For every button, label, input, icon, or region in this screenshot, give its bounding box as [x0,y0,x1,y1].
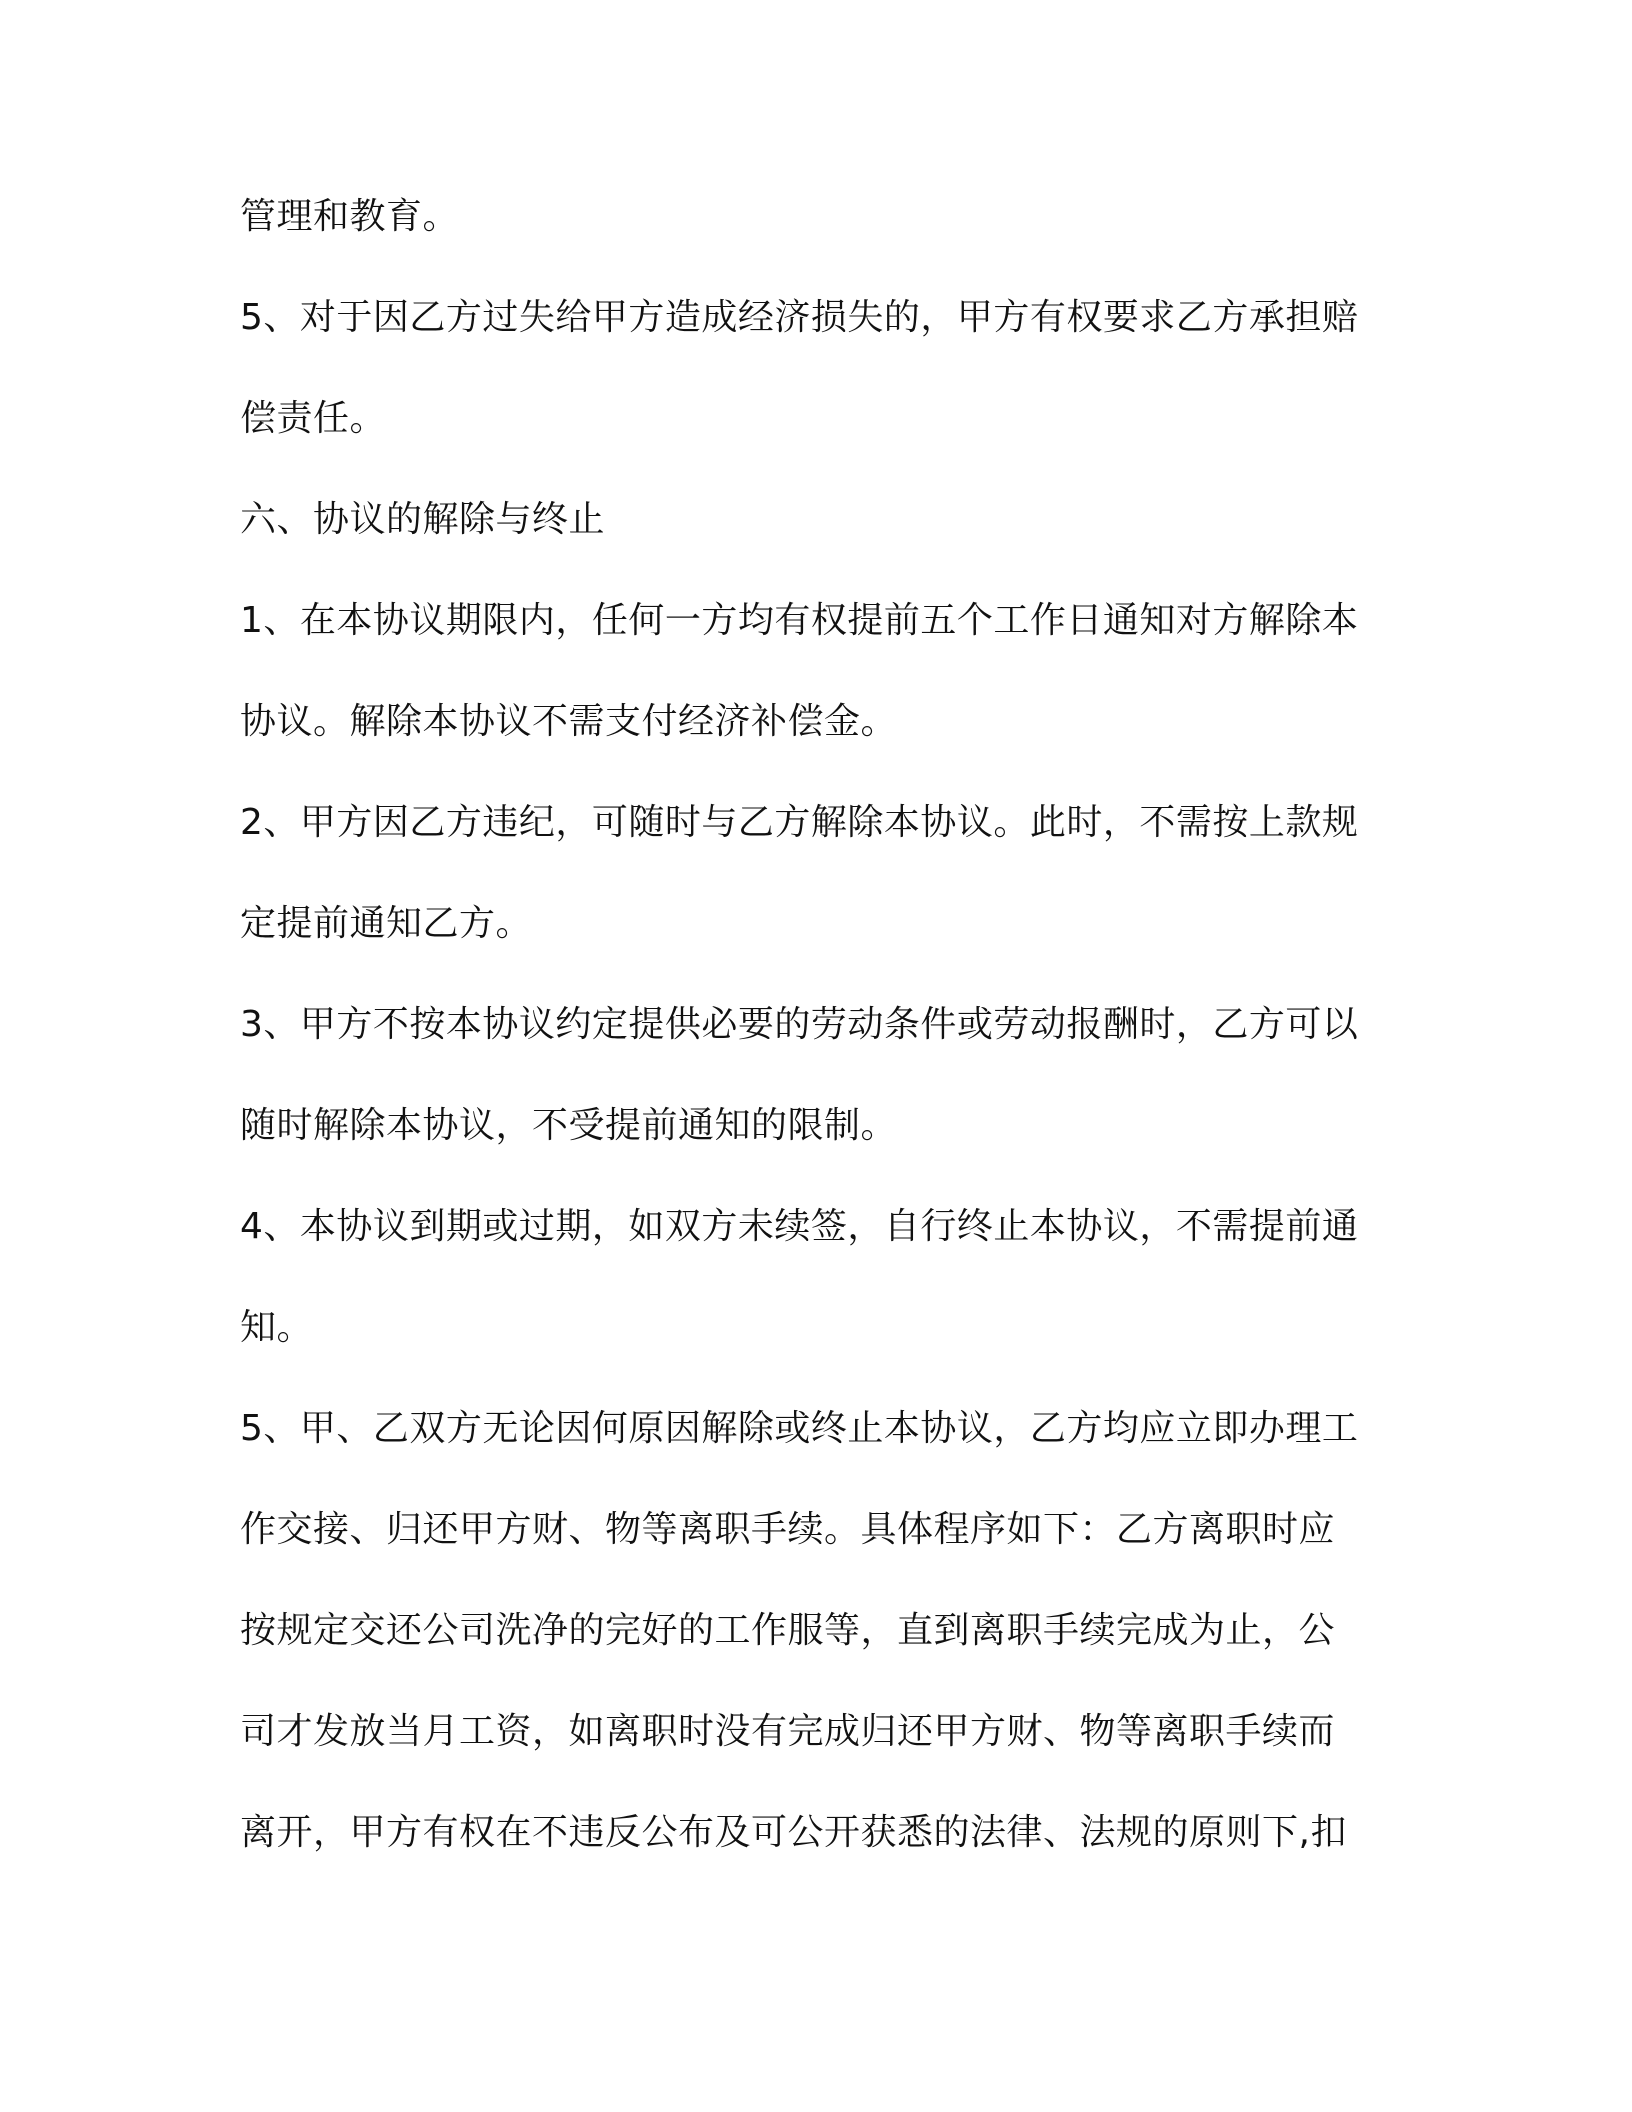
paragraph-line: 偿责任。 [240,398,387,439]
paragraph-line: 知。 [240,1307,314,1348]
paragraph-line: 定提前通知乙方。 [240,903,533,944]
paragraph-line: 司才发放当月工资，如离职时没有完成归还甲方财、物等离职手续而 [240,1711,1336,1752]
section-heading: 六、协议的解除与终止 [240,499,606,540]
paragraph-line: 1、在本协议期限内，任何一方均有权提前五个工作日通知对方解除本 [240,600,1359,641]
paragraph-line: 离开，甲方有权在不违反公布及可公开获悉的法律、法规的原则下,扣 [240,1812,1347,1853]
paragraph-line: 作交接、归还甲方财、物等离职手续。具体程序如下：乙方离职时应 [240,1509,1336,1550]
paragraph-line: 管理和教育。 [240,196,460,237]
paragraph-line: 随时解除本协议，不受提前通知的限制。 [240,1105,898,1146]
paragraph-line: 5、对于因乙方过失给甲方造成经济损失的，甲方有权要求乙方承担赔 [240,297,1359,338]
paragraph-line: 2、甲方因乙方违纪，可随时与乙方解除本协议。此时，不需按上款规 [240,802,1359,843]
paragraph-line: 协议。解除本协议不需支付经济补偿金。 [240,701,898,742]
paragraph-line: 4、本协议到期或过期，如双方未续签，自行终止本协议，不需提前通 [240,1206,1359,1247]
paragraph-line: 5、甲、乙双方无论因何原因解除或终止本协议，乙方均应立即办理工 [240,1408,1359,1449]
paragraph-line: 3、甲方不按本协议约定提供必要的劳动条件或劳动报酬时，乙方可以 [240,1004,1359,1045]
paragraph-line: 按规定交还公司洗净的完好的工作服等，直到离职手续完成为止，公 [240,1610,1336,1651]
